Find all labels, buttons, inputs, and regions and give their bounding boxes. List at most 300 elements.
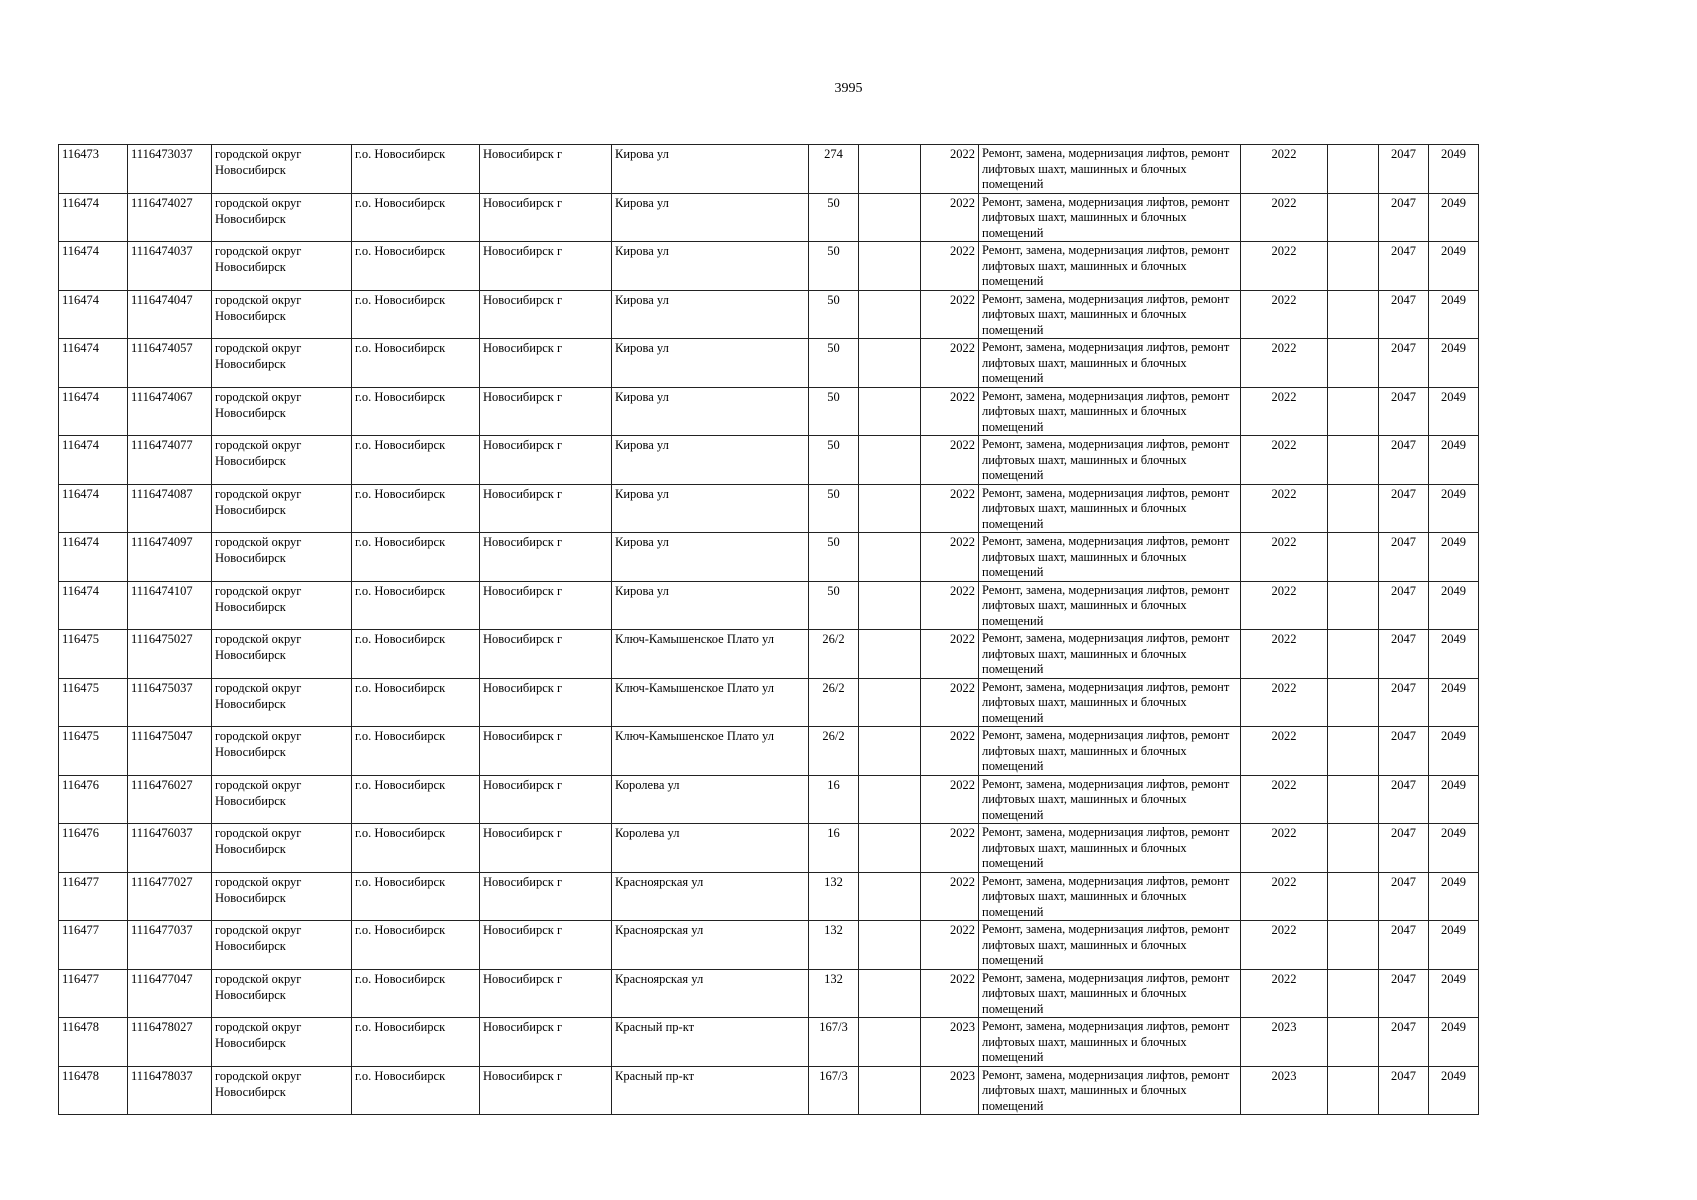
cell-work-type: Ремонт, замена, модернизация лифтов, ремонт лифтовых шахт, машинных и блочных помещений (979, 969, 1241, 1018)
cell-year-work: 2022 (1241, 339, 1328, 388)
cell-year-a: 2047 (1379, 436, 1429, 485)
cell-work-type: Ремонт, замена, модернизация лифтов, ремонт лифтовых шахт, машинных и блочных помещений (979, 436, 1241, 485)
cell-year-b: 2049 (1429, 775, 1479, 824)
cell-city: Новосибирск г (480, 533, 612, 582)
cell-year-plan: 2022 (921, 921, 979, 970)
cell-year-b: 2049 (1429, 242, 1479, 291)
cell-blank (1328, 533, 1379, 582)
cell-year-plan: 2022 (921, 775, 979, 824)
cell-id: 116473 (59, 145, 128, 194)
cell-year-a: 2047 (1379, 242, 1429, 291)
cell-house: 274 (809, 145, 859, 194)
cell-blank (1328, 678, 1379, 727)
cell-blank (1328, 727, 1379, 776)
cell-blank (1328, 387, 1379, 436)
cell-code: 1116474027 (128, 193, 212, 242)
cell-id: 116477 (59, 872, 128, 921)
cell-house: 16 (809, 775, 859, 824)
cell-house: 50 (809, 387, 859, 436)
cell-street: Кирова ул (612, 436, 809, 485)
cell-district: г.о. Новосибирск (352, 775, 480, 824)
cell-work-type: Ремонт, замена, модернизация лифтов, ремонт лифтовых шахт, машинных и блочных помещений (979, 242, 1241, 291)
cell-year-plan: 2022 (921, 727, 979, 776)
table-row (59, 533, 1479, 582)
cell-year-work: 2022 (1241, 193, 1328, 242)
cell-id: 116474 (59, 436, 128, 485)
cell-work-type: Ремонт, замена, модернизация лифтов, ремонт лифтовых шахт, машинных и блочных помещений (979, 145, 1241, 194)
cell-street: Кирова ул (612, 581, 809, 630)
cell-year-plan: 2022 (921, 678, 979, 727)
cell-house: 26/2 (809, 678, 859, 727)
cell-code: 1116477047 (128, 969, 212, 1018)
cell-district: г.о. Новосибирск (352, 339, 480, 388)
cell-house: 50 (809, 290, 859, 339)
cell-city: Новосибирск г (480, 193, 612, 242)
cell-extra (859, 242, 921, 291)
cell-year-a: 2047 (1379, 1066, 1429, 1115)
cell-municipality: городской округ Новосибирск (212, 775, 352, 824)
cell-id: 116476 (59, 775, 128, 824)
cell-district: г.о. Новосибирск (352, 145, 480, 194)
cell-street: Ключ-Камышенское Плато ул (612, 678, 809, 727)
cell-city: Новосибирск г (480, 727, 612, 776)
cell-blank (1328, 824, 1379, 873)
cell-code: 1116476037 (128, 824, 212, 873)
cell-year-plan: 2023 (921, 1018, 979, 1067)
cell-blank (1328, 484, 1379, 533)
cell-year-b: 2049 (1429, 339, 1479, 388)
cell-year-b: 2049 (1429, 387, 1479, 436)
table-row (59, 727, 1479, 776)
cell-year-work: 2022 (1241, 824, 1328, 873)
cell-id: 116474 (59, 290, 128, 339)
cell-year-b: 2049 (1429, 484, 1479, 533)
cell-city: Новосибирск г (480, 1066, 612, 1115)
cell-code: 1116476027 (128, 775, 212, 824)
cell-house: 26/2 (809, 630, 859, 679)
cell-blank (1328, 921, 1379, 970)
cell-year-work: 2022 (1241, 242, 1328, 291)
cell-district: г.о. Новосибирск (352, 436, 480, 485)
cell-house: 26/2 (809, 727, 859, 776)
cell-municipality: городской округ Новосибирск (212, 339, 352, 388)
cell-code: 1116477027 (128, 872, 212, 921)
cell-code: 1116474037 (128, 242, 212, 291)
cell-work-type: Ремонт, замена, модернизация лифтов, ремонт лифтовых шахт, машинных и блочных помещений (979, 581, 1241, 630)
cell-district: г.о. Новосибирск (352, 242, 480, 291)
cell-year-b: 2049 (1429, 678, 1479, 727)
cell-street: Красноярская ул (612, 969, 809, 1018)
cell-id: 116475 (59, 630, 128, 679)
cell-municipality: городской округ Новосибирск (212, 193, 352, 242)
cell-year-work: 2022 (1241, 678, 1328, 727)
table-row (59, 242, 1479, 291)
cell-house: 50 (809, 581, 859, 630)
cell-municipality: городской округ Новосибирск (212, 387, 352, 436)
cell-year-b: 2049 (1429, 145, 1479, 194)
cell-district: г.о. Новосибирск (352, 921, 480, 970)
cell-work-type: Ремонт, замена, модернизация лифтов, ремонт лифтовых шахт, машинных и блочных помещений (979, 678, 1241, 727)
table-row (59, 872, 1479, 921)
cell-year-work: 2022 (1241, 775, 1328, 824)
cell-year-plan: 2022 (921, 581, 979, 630)
cell-extra (859, 290, 921, 339)
cell-district: г.о. Новосибирск (352, 290, 480, 339)
cell-district: г.о. Новосибирск (352, 581, 480, 630)
cell-year-work: 2022 (1241, 630, 1328, 679)
cell-city: Новосибирск г (480, 824, 612, 873)
cell-year-work: 2022 (1241, 581, 1328, 630)
table-row (59, 581, 1479, 630)
table-row (59, 1018, 1479, 1067)
table-row (59, 775, 1479, 824)
cell-work-type: Ремонт, замена, модернизация лифтов, ремонт лифтовых шахт, машинных и блочных помещений (979, 387, 1241, 436)
cell-district: г.о. Новосибирск (352, 533, 480, 582)
cell-year-a: 2047 (1379, 339, 1429, 388)
cell-work-type: Ремонт, замена, модернизация лифтов, ремонт лифтовых шахт, машинных и блочных помещений (979, 630, 1241, 679)
cell-municipality: городской округ Новосибирск (212, 145, 352, 194)
table-row (59, 824, 1479, 873)
cell-year-b: 2049 (1429, 533, 1479, 582)
cell-year-work: 2023 (1241, 1066, 1328, 1115)
cell-work-type: Ремонт, замена, модернизация лифтов, ремонт лифтовых шахт, машинных и блочных помещений (979, 921, 1241, 970)
cell-extra (859, 1018, 921, 1067)
cell-city: Новосибирск г (480, 630, 612, 679)
cell-municipality: городской округ Новосибирск (212, 727, 352, 776)
cell-extra (859, 581, 921, 630)
cell-year-b: 2049 (1429, 581, 1479, 630)
cell-work-type: Ремонт, замена, модернизация лифтов, ремонт лифтовых шахт, машинных и блочных помещений (979, 533, 1241, 582)
cell-house: 132 (809, 921, 859, 970)
cell-work-type: Ремонт, замена, модернизация лифтов, ремонт лифтовых шахт, машинных и блочных помещений (979, 775, 1241, 824)
cell-city: Новосибирск г (480, 387, 612, 436)
cell-year-work: 2022 (1241, 484, 1328, 533)
cell-extra (859, 339, 921, 388)
cell-year-work: 2022 (1241, 921, 1328, 970)
cell-year-plan: 2022 (921, 824, 979, 873)
cell-id: 116478 (59, 1066, 128, 1115)
table-row (59, 1066, 1479, 1115)
cell-house: 50 (809, 193, 859, 242)
cell-code: 1116474107 (128, 581, 212, 630)
cell-city: Новосибирск г (480, 242, 612, 291)
cell-municipality: городской округ Новосибирск (212, 678, 352, 727)
cell-year-plan: 2022 (921, 339, 979, 388)
register-body (59, 145, 1479, 1115)
cell-id: 116477 (59, 921, 128, 970)
cell-year-work: 2022 (1241, 969, 1328, 1018)
cell-year-work: 2022 (1241, 387, 1328, 436)
cell-id: 116474 (59, 484, 128, 533)
table-row (59, 290, 1479, 339)
cell-extra (859, 824, 921, 873)
register-table (58, 144, 1479, 1115)
cell-year-plan: 2022 (921, 387, 979, 436)
cell-house: 16 (809, 824, 859, 873)
cell-district: г.о. Новосибирск (352, 1066, 480, 1115)
cell-street: Кирова ул (612, 193, 809, 242)
page-number: 3995 (834, 81, 863, 96)
cell-street: Ключ-Камышенское Плато ул (612, 630, 809, 679)
cell-extra (859, 436, 921, 485)
cell-id: 116474 (59, 339, 128, 388)
cell-year-b: 2049 (1429, 1018, 1479, 1067)
cell-municipality: городской округ Новосибирск (212, 1066, 352, 1115)
table-row (59, 193, 1479, 242)
cell-blank (1328, 193, 1379, 242)
table-row (59, 678, 1479, 727)
cell-street: Кирова ул (612, 533, 809, 582)
cell-street: Кирова ул (612, 290, 809, 339)
cell-blank (1328, 1066, 1379, 1115)
cell-id: 116474 (59, 193, 128, 242)
cell-blank (1328, 872, 1379, 921)
cell-city: Новосибирск г (480, 775, 612, 824)
cell-code: 1116474057 (128, 339, 212, 388)
cell-district: г.о. Новосибирск (352, 969, 480, 1018)
cell-year-b: 2049 (1429, 193, 1479, 242)
cell-blank (1328, 436, 1379, 485)
cell-street: Красный пр-кт (612, 1066, 809, 1115)
cell-street: Кирова ул (612, 242, 809, 291)
cell-municipality: городской округ Новосибирск (212, 290, 352, 339)
cell-blank (1328, 581, 1379, 630)
cell-code: 1116475047 (128, 727, 212, 776)
cell-year-a: 2047 (1379, 533, 1429, 582)
cell-year-work: 2022 (1241, 872, 1328, 921)
cell-city: Новосибирск г (480, 872, 612, 921)
cell-extra (859, 145, 921, 194)
cell-code: 1116474097 (128, 533, 212, 582)
cell-code: 1116474087 (128, 484, 212, 533)
cell-year-plan: 2022 (921, 290, 979, 339)
cell-year-b: 2049 (1429, 1066, 1479, 1115)
cell-district: г.о. Новосибирск (352, 484, 480, 533)
cell-year-plan: 2022 (921, 436, 979, 485)
cell-city: Новосибирск г (480, 339, 612, 388)
cell-year-b: 2049 (1429, 969, 1479, 1018)
cell-year-plan: 2022 (921, 242, 979, 291)
cell-extra (859, 533, 921, 582)
cell-house: 50 (809, 339, 859, 388)
cell-blank (1328, 242, 1379, 291)
cell-year-b: 2049 (1429, 824, 1479, 873)
cell-year-plan: 2022 (921, 145, 979, 194)
cell-id: 116476 (59, 824, 128, 873)
cell-code: 1116474067 (128, 387, 212, 436)
cell-year-work: 2023 (1241, 1018, 1328, 1067)
cell-year-a: 2047 (1379, 387, 1429, 436)
cell-work-type: Ремонт, замена, модернизация лифтов, ремонт лифтовых шахт, машинных и блочных помещений (979, 872, 1241, 921)
cell-work-type: Ремонт, замена, модернизация лифтов, ремонт лифтовых шахт, машинных и блочных помещений (979, 193, 1241, 242)
cell-municipality: городской округ Новосибирск (212, 533, 352, 582)
cell-year-b: 2049 (1429, 872, 1479, 921)
cell-year-plan: 2022 (921, 193, 979, 242)
cell-street: Королева ул (612, 775, 809, 824)
cell-year-a: 2047 (1379, 775, 1429, 824)
cell-municipality: городской округ Новосибирск (212, 242, 352, 291)
cell-city: Новосибирск г (480, 921, 612, 970)
cell-year-a: 2047 (1379, 193, 1429, 242)
cell-year-work: 2022 (1241, 727, 1328, 776)
cell-year-b: 2049 (1429, 630, 1479, 679)
cell-code: 1116475027 (128, 630, 212, 679)
cell-year-b: 2049 (1429, 727, 1479, 776)
cell-district: г.о. Новосибирск (352, 727, 480, 776)
table-row (59, 145, 1479, 194)
cell-year-work: 2022 (1241, 145, 1328, 194)
cell-id: 116475 (59, 678, 128, 727)
cell-id: 116478 (59, 1018, 128, 1067)
cell-code: 1116477037 (128, 921, 212, 970)
cell-extra (859, 727, 921, 776)
cell-municipality: городской округ Новосибирск (212, 969, 352, 1018)
cell-blank (1328, 630, 1379, 679)
cell-blank (1328, 290, 1379, 339)
cell-year-a: 2047 (1379, 145, 1429, 194)
cell-blank (1328, 145, 1379, 194)
cell-extra (859, 872, 921, 921)
cell-extra (859, 387, 921, 436)
cell-id: 116474 (59, 533, 128, 582)
cell-year-plan: 2022 (921, 484, 979, 533)
cell-municipality: городской округ Новосибирск (212, 630, 352, 679)
cell-street: Красноярская ул (612, 872, 809, 921)
cell-street: Красноярская ул (612, 921, 809, 970)
cell-house: 132 (809, 969, 859, 1018)
cell-year-a: 2047 (1379, 824, 1429, 873)
cell-blank (1328, 1018, 1379, 1067)
cell-work-type: Ремонт, замена, модернизация лифтов, ремонт лифтовых шахт, машинных и блочных помещений (979, 339, 1241, 388)
cell-code: 1116478027 (128, 1018, 212, 1067)
cell-id: 116474 (59, 387, 128, 436)
cell-house: 50 (809, 242, 859, 291)
cell-year-work: 2022 (1241, 436, 1328, 485)
cell-extra (859, 969, 921, 1018)
cell-year-a: 2047 (1379, 678, 1429, 727)
table-row (59, 921, 1479, 970)
cell-municipality: городской округ Новосибирск (212, 581, 352, 630)
cell-year-a: 2047 (1379, 630, 1429, 679)
cell-street: Кирова ул (612, 145, 809, 194)
table-row (59, 630, 1479, 679)
cell-municipality: городской округ Новосибирск (212, 872, 352, 921)
cell-year-b: 2049 (1429, 290, 1479, 339)
cell-id: 116475 (59, 727, 128, 776)
cell-code: 1116474077 (128, 436, 212, 485)
cell-extra (859, 775, 921, 824)
cell-id: 116477 (59, 969, 128, 1018)
cell-city: Новосибирск г (480, 145, 612, 194)
cell-blank (1328, 969, 1379, 1018)
cell-district: г.о. Новосибирск (352, 824, 480, 873)
cell-extra (859, 921, 921, 970)
cell-extra (859, 1066, 921, 1115)
cell-code: 1116478037 (128, 1066, 212, 1115)
cell-blank (1328, 775, 1379, 824)
cell-district: г.о. Новосибирск (352, 678, 480, 727)
cell-year-a: 2047 (1379, 484, 1429, 533)
cell-work-type: Ремонт, замена, модернизация лифтов, ремонт лифтовых шахт, машинных и блочных помещений (979, 727, 1241, 776)
cell-year-a: 2047 (1379, 581, 1429, 630)
cell-house: 167/3 (809, 1018, 859, 1067)
cell-code: 1116473037 (128, 145, 212, 194)
cell-city: Новосибирск г (480, 678, 612, 727)
cell-year-plan: 2022 (921, 630, 979, 679)
cell-house: 50 (809, 484, 859, 533)
cell-district: г.о. Новосибирск (352, 872, 480, 921)
cell-work-type: Ремонт, замена, модернизация лифтов, ремонт лифтовых шахт, машинных и блочных помещений (979, 290, 1241, 339)
cell-municipality: городской округ Новосибирск (212, 824, 352, 873)
cell-street: Кирова ул (612, 484, 809, 533)
cell-id: 116474 (59, 581, 128, 630)
cell-municipality: городской округ Новосибирск (212, 436, 352, 485)
cell-year-work: 2022 (1241, 533, 1328, 582)
table-row (59, 436, 1479, 485)
cell-city: Новосибирск г (480, 969, 612, 1018)
cell-street: Кирова ул (612, 387, 809, 436)
cell-house: 50 (809, 436, 859, 485)
table-row (59, 484, 1479, 533)
cell-street: Кирова ул (612, 339, 809, 388)
cell-year-plan: 2022 (921, 969, 979, 1018)
cell-year-plan: 2023 (921, 1066, 979, 1115)
cell-city: Новосибирск г (480, 290, 612, 339)
cell-street: Красный пр-кт (612, 1018, 809, 1067)
cell-blank (1328, 339, 1379, 388)
cell-house: 132 (809, 872, 859, 921)
cell-year-a: 2047 (1379, 872, 1429, 921)
cell-extra (859, 484, 921, 533)
cell-year-a: 2047 (1379, 727, 1429, 776)
cell-extra (859, 193, 921, 242)
cell-id: 116474 (59, 242, 128, 291)
cell-extra (859, 630, 921, 679)
cell-year-a: 2047 (1379, 290, 1429, 339)
cell-year-a: 2047 (1379, 921, 1429, 970)
cell-work-type: Ремонт, замена, модернизация лифтов, ремонт лифтовых шахт, машинных и блочных помещений (979, 1066, 1241, 1115)
cell-work-type: Ремонт, замена, модернизация лифтов, ремонт лифтовых шахт, машинных и блочных помещений (979, 484, 1241, 533)
cell-year-b: 2049 (1429, 436, 1479, 485)
table-row (59, 969, 1479, 1018)
cell-code: 1116475037 (128, 678, 212, 727)
cell-work-type: Ремонт, замена, модернизация лифтов, ремонт лифтовых шахт, машинных и блочных помещений (979, 824, 1241, 873)
cell-municipality: городской округ Новосибирск (212, 921, 352, 970)
cell-year-plan: 2022 (921, 872, 979, 921)
cell-city: Новосибирск г (480, 1018, 612, 1067)
table-row (59, 387, 1479, 436)
cell-district: г.о. Новосибирск (352, 387, 480, 436)
cell-city: Новосибирск г (480, 484, 612, 533)
cell-year-b: 2049 (1429, 921, 1479, 970)
cell-code: 1116474047 (128, 290, 212, 339)
cell-city: Новосибирск г (480, 581, 612, 630)
table-row (59, 339, 1479, 388)
cell-extra (859, 678, 921, 727)
cell-municipality: городской округ Новосибирск (212, 1018, 352, 1067)
cell-street: Королева ул (612, 824, 809, 873)
cell-house: 167/3 (809, 1066, 859, 1115)
cell-district: г.о. Новосибирск (352, 193, 480, 242)
cell-year-a: 2047 (1379, 969, 1429, 1018)
cell-city: Новосибирск г (480, 436, 612, 485)
cell-municipality: городской округ Новосибирск (212, 484, 352, 533)
cell-district: г.о. Новосибирск (352, 630, 480, 679)
cell-district: г.о. Новосибирск (352, 1018, 480, 1067)
cell-street: Ключ-Камышенское Плато ул (612, 727, 809, 776)
cell-house: 50 (809, 533, 859, 582)
cell-year-a: 2047 (1379, 1018, 1429, 1067)
